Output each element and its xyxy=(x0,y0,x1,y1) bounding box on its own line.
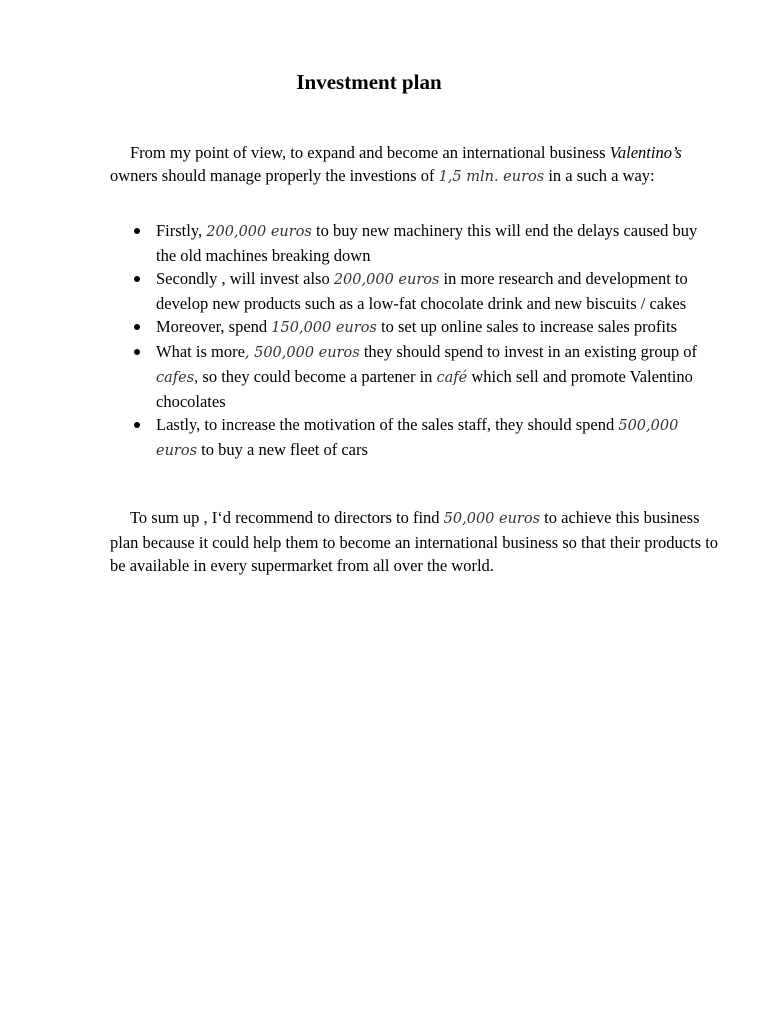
bullet-icon xyxy=(134,422,140,428)
list-item xyxy=(110,413,720,463)
item-amount: 200,000 euros xyxy=(206,224,312,240)
item-text: What is more xyxy=(156,342,245,361)
item-text: to buy a new fleet of cars xyxy=(197,440,368,459)
list-item xyxy=(110,315,720,340)
summary-amount: 50,000 euros xyxy=(443,511,541,527)
item-text: , so they could become a partener in xyxy=(194,367,437,386)
investment-list xyxy=(110,219,720,463)
item-text: which sell and promote Valentino chocolates xyxy=(156,367,693,411)
item-text: they should spend to invest in an existing group of xyxy=(359,342,698,361)
item-amount: 200,000 euros xyxy=(333,272,440,288)
item-text: in more research and development to develop new products such as a low-fat chocolate drink and new biscuits / cakes xyxy=(156,269,688,313)
bullet-icon xyxy=(134,324,140,330)
bullet-icon xyxy=(134,228,140,234)
item-emphasis: café xyxy=(436,370,468,386)
summary-text-2: to achieve this business plan because it could help them to become an international business so that their products to be available in every supermarket from all over the world. xyxy=(110,508,719,575)
item-emphasis: cafes xyxy=(156,370,195,386)
total-amount: 1,5 mln. euros xyxy=(438,169,545,185)
item-amount: 500,000 euros xyxy=(156,418,679,459)
item-amount: , 500,000 euros xyxy=(244,345,360,361)
list-item xyxy=(110,267,720,315)
list-item xyxy=(110,219,720,267)
company-name: Valentino’s xyxy=(609,143,682,162)
item-text: to buy new machinery this will end the delays caused buy the old machines breaking down xyxy=(156,221,698,265)
intro-paragraph xyxy=(110,141,720,189)
item-text: to set up online sales to increase sales profits xyxy=(376,317,678,336)
bullet-icon xyxy=(134,276,140,282)
bullet-icon xyxy=(134,349,140,355)
item-text: Firstly, xyxy=(156,221,207,240)
item-amount: 150,000 euros xyxy=(271,320,377,336)
document-title: Investment plan xyxy=(296,70,442,94)
summary-text-1: To sum up , I‘d recommend to directors to find xyxy=(130,508,444,527)
item-text: Secondly , will invest also xyxy=(156,269,334,288)
item-text: Lastly, to increase the motivation of the sales staff, they should spend xyxy=(156,415,619,434)
intro-text-1: From my point of view, to expand and become an international business xyxy=(130,143,606,162)
list-item xyxy=(110,340,720,413)
summary-paragraph xyxy=(110,506,720,577)
intro-text-2: owners should manage properly the investions of xyxy=(110,166,439,185)
item-text: Moreover, spend xyxy=(156,317,272,336)
intro-text-3: in a such a way: xyxy=(544,166,655,185)
